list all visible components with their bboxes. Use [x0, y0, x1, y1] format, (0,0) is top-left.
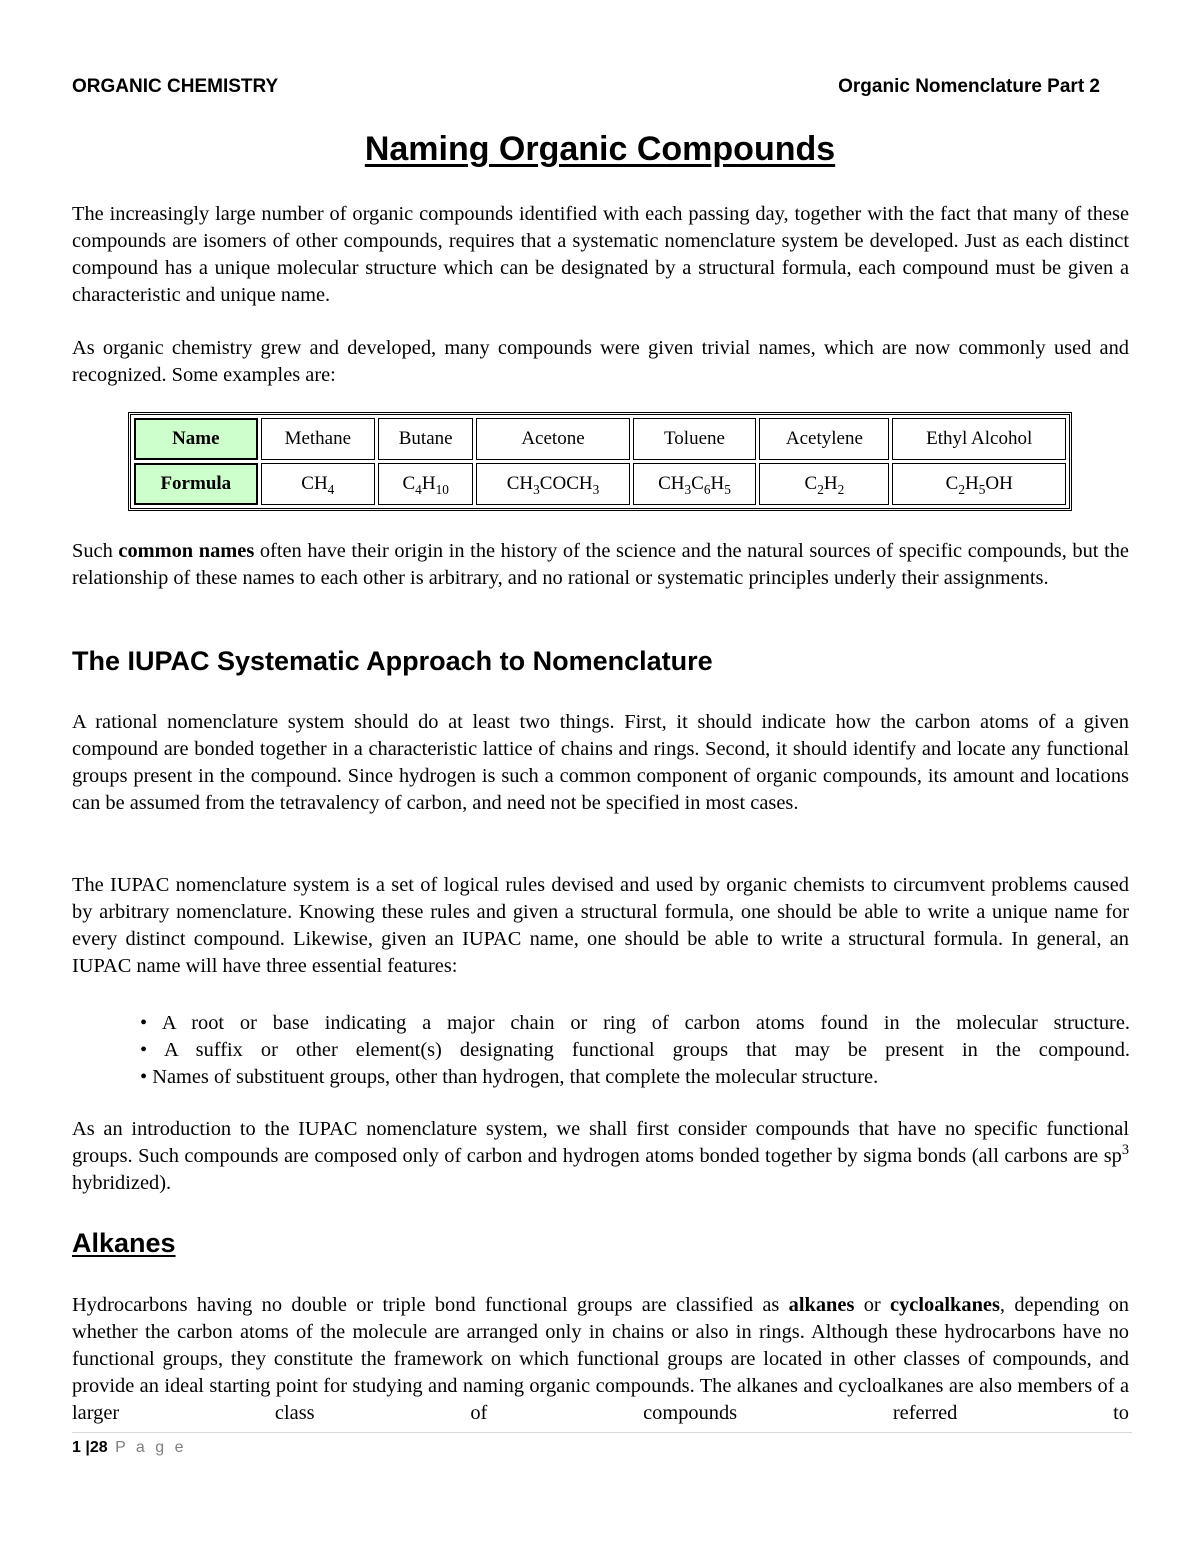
- formula-subscript: 6: [703, 481, 711, 497]
- formula-subscript: 4: [327, 481, 335, 497]
- iupac-heading: The IUPAC Systematic Approach to Nomenclature: [72, 646, 713, 676]
- common-names-text-end: often have their origin in the history of the science and the natural sources of specific compounds, but the relationship of these names to each other is arbitrary, and no rational or systematic principles underly their assignments.: [72, 540, 1129, 589]
- formula-subscript: 3: [533, 481, 540, 497]
- formula-subscript: 2: [958, 481, 965, 497]
- iupac-paragraph-3: [72, 1116, 1129, 1197]
- table-cell-formula: $C_4H_{10}$: [378, 463, 473, 505]
- formula-subscript: 3: [592, 481, 600, 497]
- name-header-cell: Name: [134, 418, 258, 460]
- formula-subscript: 10: [435, 481, 449, 497]
- page-separator: |: [80, 1439, 90, 1456]
- table-cell-name: Ethyl Alcohol: [892, 418, 1066, 460]
- header-section-title: Organic Nomenclature Part 2: [838, 76, 1100, 97]
- page-number: 1: [72, 1439, 81, 1456]
- page-footer: [72, 1432, 1132, 1457]
- table-row-formulas: [134, 463, 1066, 505]
- iupac-features-list: [140, 1010, 1130, 1091]
- page-title: Naming Organic Compounds: [364, 130, 836, 168]
- formula-subscript: 4: [415, 481, 422, 497]
- alkanes-term: alkanes: [788, 1294, 855, 1316]
- header-course-title: ORGANIC CHEMISTRY: [72, 76, 279, 97]
- formula-subscript: 5: [978, 481, 986, 497]
- table-cell-formula: $C_2H_2$: [759, 463, 889, 505]
- hybridization-superscript: 3: [1121, 1142, 1129, 1159]
- table-cell-formula: $CH_4$: [261, 463, 375, 505]
- list-item: • A root or base indicating a major chain or ring of carbon atoms found in the molecular structure.: [140, 1012, 1130, 1034]
- iupac-p3-text: As an introduction to the IUPAC nomenclature system, we shall first consider compounds that have no specific functional groups. Such compounds are composed only of carbon and hydrogen atoms bonded together by sigma bonds (all carbons are sp: [72, 1118, 1129, 1167]
- table-cell-name: Toluene: [633, 418, 757, 460]
- alkanes-text-2: or: [854, 1294, 891, 1316]
- table-row-names: [134, 418, 1066, 460]
- formula-subscript: 2: [817, 481, 824, 497]
- intro-paragraph-2: As organic chemistry grew and developed, many compounds were given trivial names, which are now commonly used and recognized. Some examples are:: [72, 337, 1129, 386]
- formula-subscript: 2: [837, 481, 845, 497]
- trivial-names-table: [128, 412, 1072, 511]
- list-item: • Names of substituent groups, other than hydrogen, that complete the molecular structure.: [140, 1066, 879, 1088]
- iupac-p3-text-end: hybridized).: [72, 1172, 172, 1194]
- common-names-text-start: Such: [72, 540, 119, 562]
- table-cell-formula: $C_2H_5OH$: [892, 463, 1066, 505]
- alkanes-paragraph: [72, 1292, 1129, 1427]
- alkanes-heading: Alkanes: [72, 1228, 176, 1258]
- alkanes-text-1: Hydrocarbons having no double or triple bond functional groups are classified as: [72, 1294, 789, 1316]
- formula-subscript: 3: [684, 481, 692, 497]
- list-item: • A suffix or other element(s) designating functional groups that may be present in the compound.: [140, 1039, 1130, 1061]
- page-total: 28: [89, 1439, 108, 1456]
- table-cell-name: Acetone: [476, 418, 629, 460]
- table-cell-name: Methane: [261, 418, 375, 460]
- intro-paragraph-1: The increasingly large number of organic compounds identified with each passing day, together with the fact that many of these compounds are isomers of other compounds, requires that a systematic nomenclature system be developed. Just as each distinct compound has a unique molecular structure which can be designated by a structural formula, each compound must be given a characteristic and unique name.: [72, 203, 1129, 306]
- page-word: P a g e: [107, 1439, 187, 1456]
- table-cell-name: Butane: [378, 418, 473, 460]
- common-names-paragraph: [72, 538, 1129, 592]
- table-cell-formula: $CH_3COCH_3$: [476, 463, 629, 505]
- alkanes-text-3: , depending on whether the carbon atoms of the molecule are arranged only in chains or also in rings. Although these hydrocarbons have no functional groups, they constitute the framework on which functional groups are located in other classes of compounds, and provide an ideal starting point for studying and naming organic compounds. The alkanes and cycloalkanes are also members of a larger class of compounds referred to: [72, 1294, 1129, 1424]
- iupac-paragraph-1: A rational nomenclature system should do at least two things. First, it should indicate how the carbon atoms of a given compound are bonded together in a characteristic lattice of chains and rings. Second, it should identify and locate any functional groups present in the compound. Since hydrogen is such a common component of organic compounds, its amount and locations can be assumed from the tetravalency of carbon, and need not be specified in most cases.: [72, 711, 1129, 814]
- table-cell-formula: $CH_3C_6H_5$: [633, 463, 757, 505]
- common-names-term: common names: [118, 540, 255, 562]
- cycloalkanes-term: cycloalkanes: [890, 1294, 1000, 1316]
- iupac-paragraph-2: The IUPAC nomenclature system is a set of logical rules devised and used by organic chemists to circumvent problems caused by arbitrary nomenclature. Knowing these rules and given a structural formula, one should be able to write a unique name for every distinct compound. Likewise, given an IUPAC name, one should be able to write a structural formula. In general, an IUPAC name will have three essential features:: [72, 874, 1129, 977]
- formula-header-cell: Formula: [134, 463, 258, 505]
- running-header: [72, 76, 1100, 102]
- formula-subscript: 5: [724, 481, 731, 497]
- table-cell-name: Acetylene: [759, 418, 889, 460]
